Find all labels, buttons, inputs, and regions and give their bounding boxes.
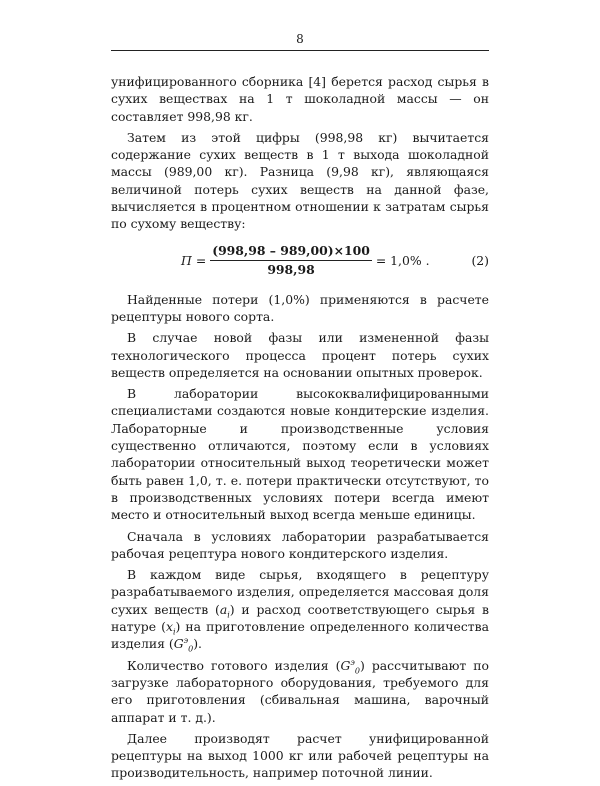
paragraph-7-part-d: ). bbox=[193, 636, 202, 652]
symbol-x: $x_i$ bbox=[165, 619, 176, 637]
formula-fraction bbox=[210, 243, 372, 278]
paragraph-7-part-b: ) и расход соответствующего сырья в натуре ( bbox=[111, 601, 489, 635]
formula-lhs: П bbox=[181, 253, 192, 269]
paragraph-6: Сначала в условиях лаборатории разрабатывается рабочая рецептура нового кондитерского изделия. bbox=[111, 528, 489, 561]
formula-2 bbox=[111, 241, 489, 281]
header-rule bbox=[111, 50, 489, 51]
page bbox=[111, 30, 489, 786]
formula-denominator: 998,98 bbox=[267, 262, 315, 278]
paragraph-9: Далее производят расчет унифицированной рецептуры на выход 1000 кг или рабочей рецептуры на производительность, например поточной линии. bbox=[111, 730, 489, 781]
paragraph-4: В случае новой фазы или измененной фазы технологического процесса процент потерь сухих веществ определяется на основании опытных проверок. bbox=[111, 330, 489, 380]
symbol-a: $a_i$ bbox=[219, 601, 230, 620]
paragraph-8-part-b: ) рассчитывают по загрузке лабораторного оборудования, требуемого для его приготовления (сбивальная машина, варочный аппарат и т. д.). bbox=[111, 657, 489, 725]
paragraph-8 bbox=[111, 657, 489, 726]
equation-number: (2) bbox=[471, 253, 489, 269]
page-number: 8 bbox=[296, 32, 304, 46]
paragraph-8-part-a: Количество готового изделия ( bbox=[127, 657, 341, 673]
paragraph-5: В лаборатории высококвалифицированными специалистами создаются новые кондитерские изделия. Лабораторные и производственные условия существенно отличаются, поэтому если в условиях лаборатории относительный выход теоретически может быть равен 1,0, т. е. потери практически отсутствуют, то в производственных условиях потери всегда имеют место и относительный выход всегда меньше единицы. bbox=[111, 386, 489, 523]
symbol-g-2: $G^э_0$ bbox=[340, 657, 360, 676]
symbol-g: $G^э_0$ bbox=[173, 636, 194, 654]
paragraph-7-part-c: ) на приготовление определенного количества изделия ( bbox=[111, 619, 489, 652]
paragraph-7 bbox=[111, 566, 489, 652]
formula-numerator: (998,98 – 989,00)×100 bbox=[210, 243, 372, 261]
paragraph-7-part-a: В каждом виде сырья, входящего в рецептуру разрабатываемого изделия, определяется массовая доля сухих веществ ( bbox=[111, 567, 489, 617]
paragraph-2: Затем из этой цифры (998,98 кг) вычитается содержание сухих веществ в 1 т выхода шоколадной массы (989,00 кг). Разница (9,98 кг), являющаяся величиной потерь сухих веществ на данной фазе, вычисляется в процентном отношении к затратам сырья по сухому веществу: bbox=[111, 129, 489, 232]
formula-equals: = bbox=[195, 253, 207, 269]
formula-result: = 1,0% . bbox=[375, 253, 430, 269]
paragraph-3: Найденные потери (1,0%) применяются в расчете рецептуры нового сорта. bbox=[111, 291, 489, 324]
paragraph-1: унифицированного сборника [4] берется расход сырья в сухих веществах на 1 т шоколадной массы — он составляет 998,98 кг. bbox=[111, 74, 489, 124]
